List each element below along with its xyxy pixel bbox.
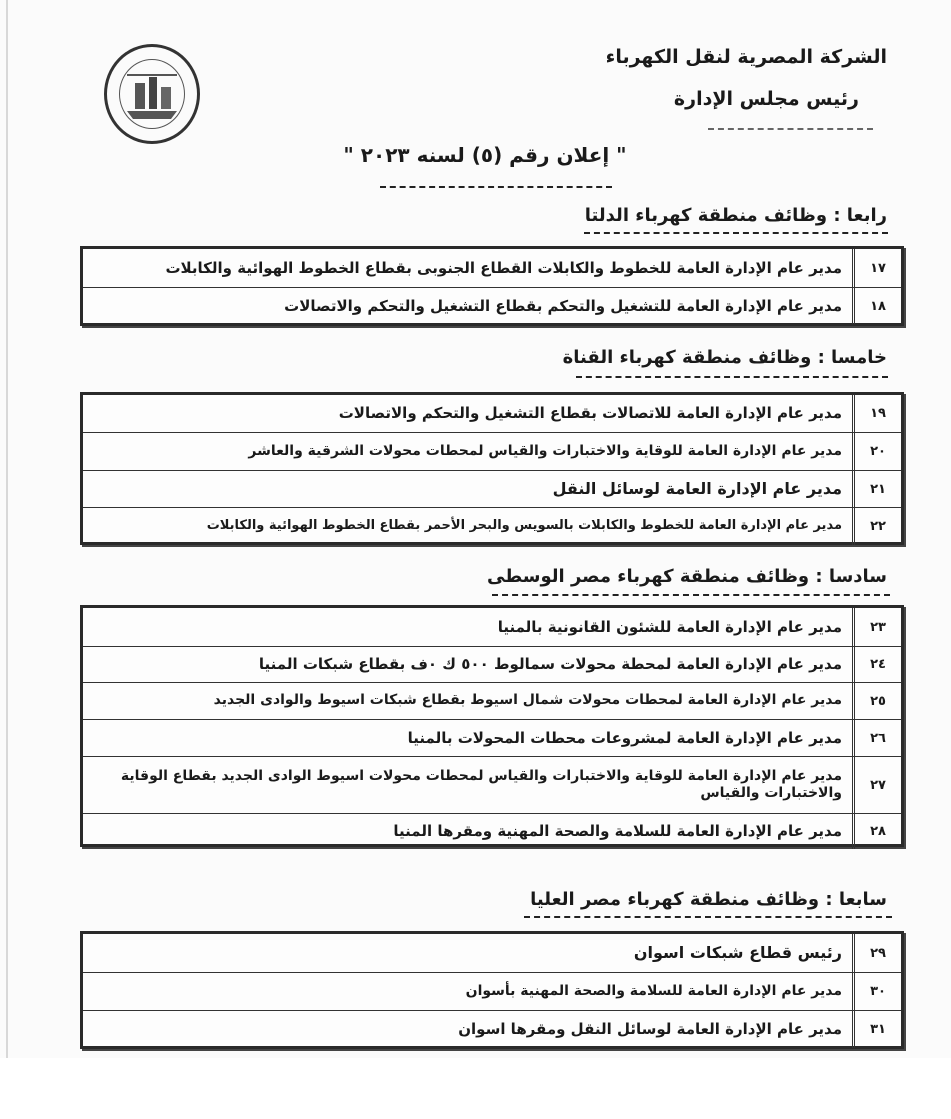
section-title-upper-egypt: سابعا : وظائف منطقة كهرباء مصر العليا bbox=[530, 889, 887, 910]
job-title: رئيس قطاع شبكات اسوان bbox=[633, 943, 842, 962]
job-title: مدير عام الإدارة العامة للتشغيل والتحكم بقطاع التشغيل والتحكم والاتصالات bbox=[284, 296, 842, 315]
job-title: مدير عام الإدارة العامة للشئون القانونية بالمنيا bbox=[497, 617, 842, 636]
row-number: ١٧ bbox=[852, 249, 901, 287]
job-title: مدير عام الإدارة العامة للاتصالات بقطاع التشغيل والتحكم والاتصالات bbox=[338, 404, 842, 423]
table-row bbox=[83, 720, 901, 757]
table-row bbox=[83, 608, 901, 647]
table-middle-egypt bbox=[80, 605, 904, 847]
table-row bbox=[83, 814, 901, 849]
job-title: مدير عام الإدارة العامة لوسائل النقل ومقرها اسوان bbox=[458, 1020, 842, 1039]
table-row bbox=[83, 288, 901, 324]
table-row bbox=[83, 433, 901, 471]
row-number: ٣١ bbox=[852, 1011, 901, 1048]
job-title: مدير عام الإدارة العامة لوسائل النقل bbox=[552, 479, 842, 498]
row-number: ١٨ bbox=[852, 288, 901, 324]
row-number: ٢٦ bbox=[852, 720, 901, 756]
row-number: ٢٩ bbox=[852, 934, 901, 972]
table-row bbox=[83, 973, 901, 1011]
section-underline bbox=[584, 232, 888, 234]
row-number: ٢١ bbox=[852, 471, 901, 507]
table-row bbox=[83, 471, 901, 508]
section-title-canal: خامسا : وظائف منطقة كهرباء القناة bbox=[562, 347, 887, 368]
table-row bbox=[83, 508, 901, 545]
table-canal bbox=[80, 392, 904, 545]
row-number: ٢٤ bbox=[852, 647, 901, 682]
row-number: ٢٥ bbox=[852, 683, 901, 719]
table-delta bbox=[80, 246, 904, 326]
job-title: مدير عام الإدارة العامة للسلامة والصحة المهنية بأسوان bbox=[465, 982, 842, 999]
company-seal-logo bbox=[104, 44, 200, 144]
section-underline bbox=[492, 594, 890, 596]
table-row bbox=[83, 395, 901, 433]
chairman-title: رئيس مجلس الإدارة bbox=[673, 88, 859, 110]
job-title: مدير عام الإدارة العامة للسلامة والصحة المهنية ومقرها المنيا bbox=[393, 822, 842, 841]
row-number: ١٩ bbox=[852, 395, 901, 432]
job-title: مدير عام الإدارة العامة لمحطات محولات شمال اسيوط بقطاع شبكات اسيوط والوادى الجديد bbox=[213, 692, 842, 709]
section-title-middle-egypt: سادسا : وظائف منطقة كهرباء مصر الوسطى bbox=[487, 566, 887, 587]
table-row bbox=[83, 1011, 901, 1048]
announcement-title: " إعلان رقم (٥) لسنه ٢٠٢٣ " bbox=[343, 143, 627, 167]
job-title: مدير عام الإدارة العامة للوقاية والاختبارات والقياس لمحطات محولات اسيوط الوادى الجديد بقطاع الوقاية والاختبارات والقياس bbox=[120, 767, 842, 801]
header-divider bbox=[708, 128, 873, 130]
row-number: ٢٧ bbox=[852, 757, 901, 813]
job-title: مدير عام الإدارة العامة لمشروعات محطات المحولات بالمنيا bbox=[407, 728, 842, 747]
table-upper-egypt bbox=[80, 931, 904, 1049]
page-bottom-margin bbox=[0, 1058, 951, 1119]
table-row bbox=[83, 934, 901, 973]
job-title: مدير عام الإدارة العامة للخطوط والكابلات بالسويس والبحر الأحمر بقطاع الخطوط الهوائية والكابلات bbox=[206, 518, 842, 534]
job-title: مدير عام الإدارة العامة للوقاية والاختبارات والقياس لمحطات محولات الشرقية والعاشر bbox=[248, 442, 842, 459]
table-row bbox=[83, 683, 901, 720]
company-name: الشركة المصرية لنقل الكهرباء bbox=[605, 46, 887, 68]
table-row bbox=[83, 249, 901, 288]
table-row bbox=[83, 757, 901, 814]
row-number: ٢٣ bbox=[852, 608, 901, 646]
section-title-delta: رابعا : وظائف منطقة كهرباء الدلتا bbox=[584, 205, 887, 226]
row-number: ٢٠ bbox=[852, 433, 901, 470]
announcement-underline bbox=[380, 186, 612, 188]
section-underline bbox=[524, 916, 892, 918]
table-row bbox=[83, 647, 901, 683]
row-number: ٢٨ bbox=[852, 814, 901, 849]
job-title: مدير عام الإدارة العامة للخطوط والكابلات القطاع الجنوبى بقطاع الخطوط الهوائية والكابلات bbox=[165, 258, 842, 277]
job-title: مدير عام الإدارة العامة لمحطة محولات سمالوط ٥٠٠ ك ٠ف بقطاع شبكات المنيا bbox=[258, 655, 842, 674]
section-underline bbox=[576, 376, 888, 378]
row-number: ٢٢ bbox=[852, 508, 901, 545]
page-edge bbox=[6, 0, 8, 1060]
row-number: ٣٠ bbox=[852, 973, 901, 1010]
